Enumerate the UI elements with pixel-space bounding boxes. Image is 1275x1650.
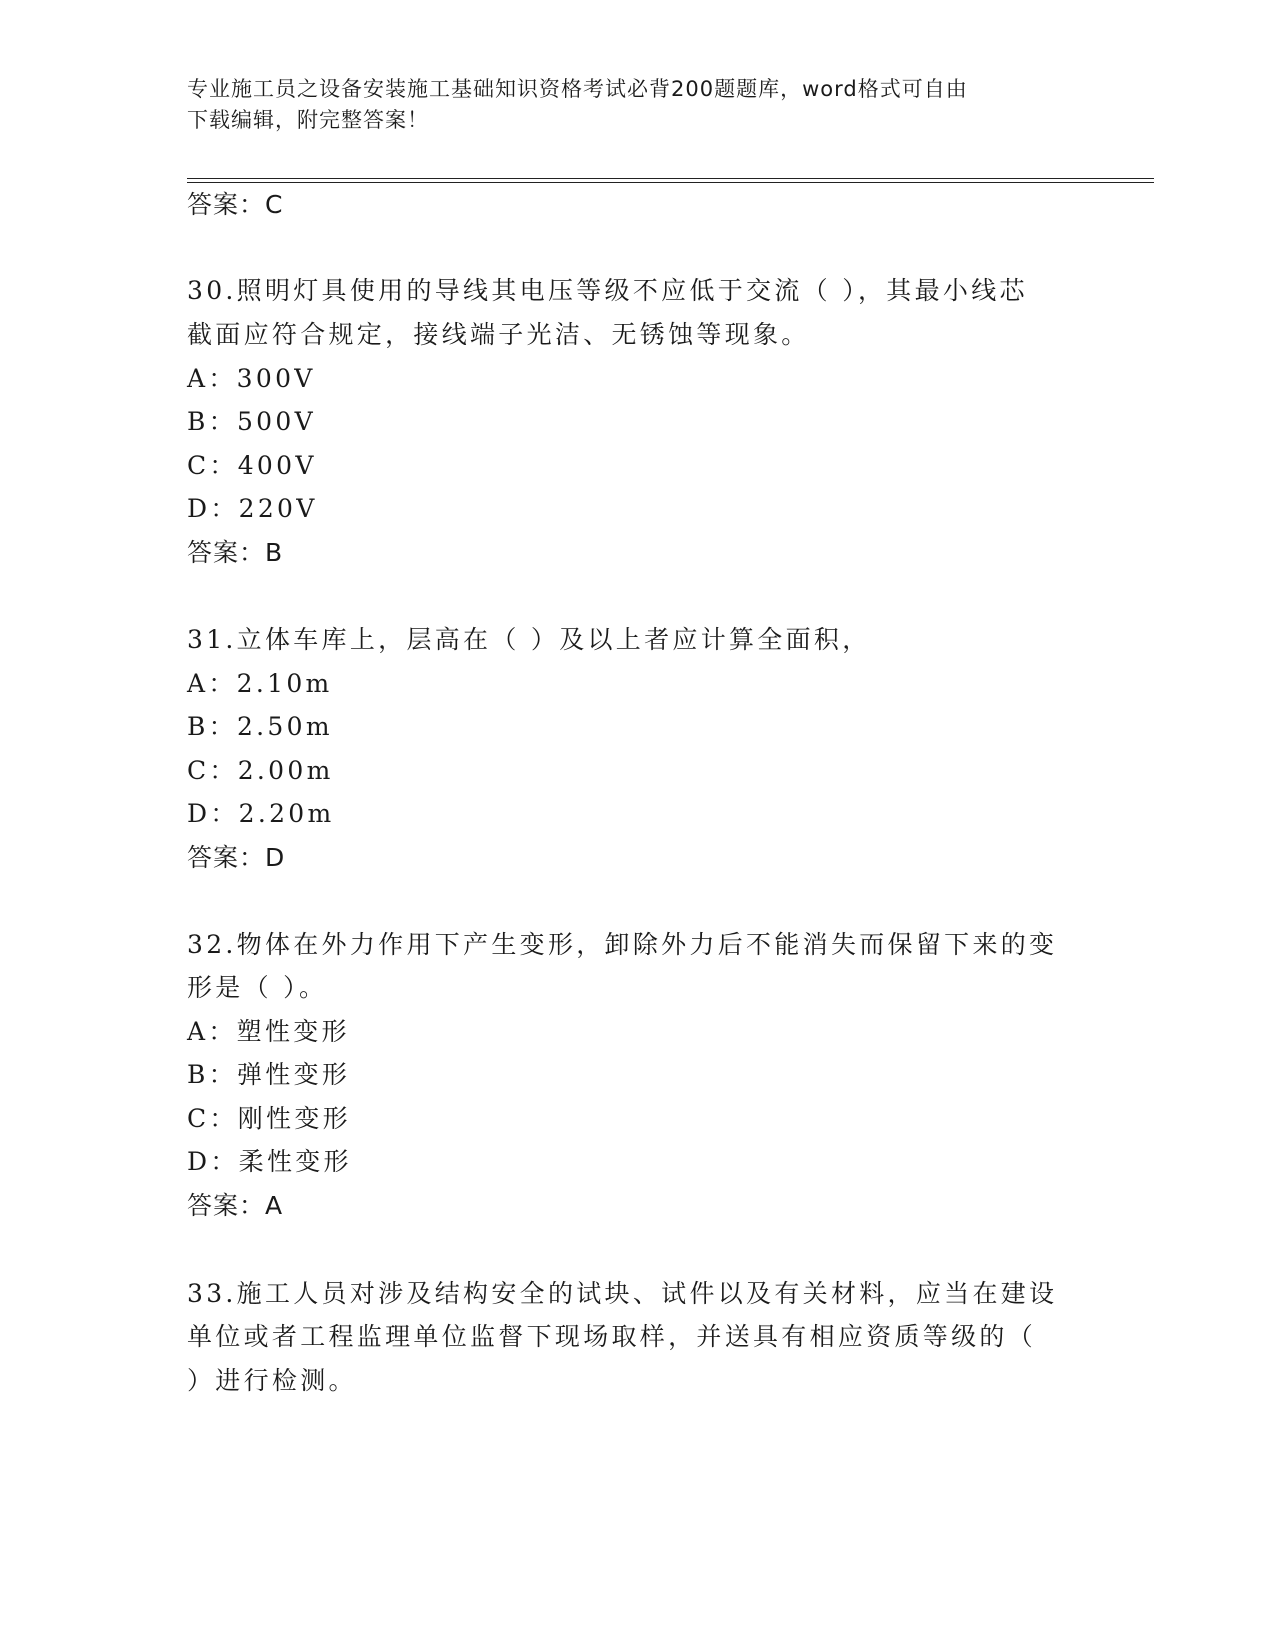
- question-32-option-d: D：柔性变形: [187, 1147, 352, 1176]
- question-30-option-c: C：400V: [187, 451, 317, 480]
- document-header: [187, 74, 1087, 136]
- question-32-option-c: C：刚性变形: [187, 1104, 351, 1133]
- question-31-option-c: C：2.00m: [187, 756, 334, 785]
- previous-answer: 答案：C: [187, 190, 284, 219]
- question-31-answer: 答案：D: [187, 843, 286, 872]
- question-30-option-a: A：300V: [187, 364, 316, 393]
- question-32-stem-line-1: 32.物体在外力作用下产生变形，卸除外力后不能消失而保留下来的变: [187, 930, 1058, 959]
- question-32-answer: 答案：A: [187, 1191, 284, 1220]
- question-32-stem-line-2: 形是（ ）。: [187, 973, 328, 1002]
- question-30-option-d: D：220V: [187, 494, 318, 523]
- question-32-option-b: B：弹性变形: [187, 1060, 351, 1089]
- question-31-option-a: A：2.10m: [187, 669, 333, 698]
- question-33-stem-line-3: ）进行检测。: [187, 1366, 357, 1395]
- question-31-stem-line-1: 31.立体车库上，层高在（ ）及以上者应计算全面积，: [187, 625, 871, 654]
- question-33-stem-line-1: 33.施工人员对涉及结构安全的试块、试件以及有关材料，应当在建设: [187, 1279, 1058, 1308]
- question-30-stem-line-1: 30.照明灯具使用的导线其电压等级不应低于交流（ ），其最小线芯: [187, 276, 1028, 305]
- question-33-stem-line-2: 单位或者工程监理单位监督下现场取样，并送具有相应资质等级的（: [187, 1322, 1037, 1351]
- header-line-2: 下载编辑，附完整答案！: [187, 108, 429, 132]
- question-30-stem-line-2: 截面应符合规定，接线端子光洁、无锈蚀等现象。: [187, 320, 810, 349]
- header-line-1: 专业施工员之设备安装施工基础知识资格考试必背200题题库，word格式可自由: [187, 77, 968, 101]
- question-30-answer: 答案：B: [187, 538, 284, 567]
- header-divider: [187, 178, 1154, 179]
- header-divider-second: [187, 182, 1154, 183]
- question-31-option-d: D：2.20m: [187, 799, 335, 828]
- question-32-option-a: A：塑性变形: [187, 1017, 350, 1046]
- question-30-option-b: B：500V: [187, 407, 316, 436]
- question-31-option-b: B：2.50m: [187, 712, 333, 741]
